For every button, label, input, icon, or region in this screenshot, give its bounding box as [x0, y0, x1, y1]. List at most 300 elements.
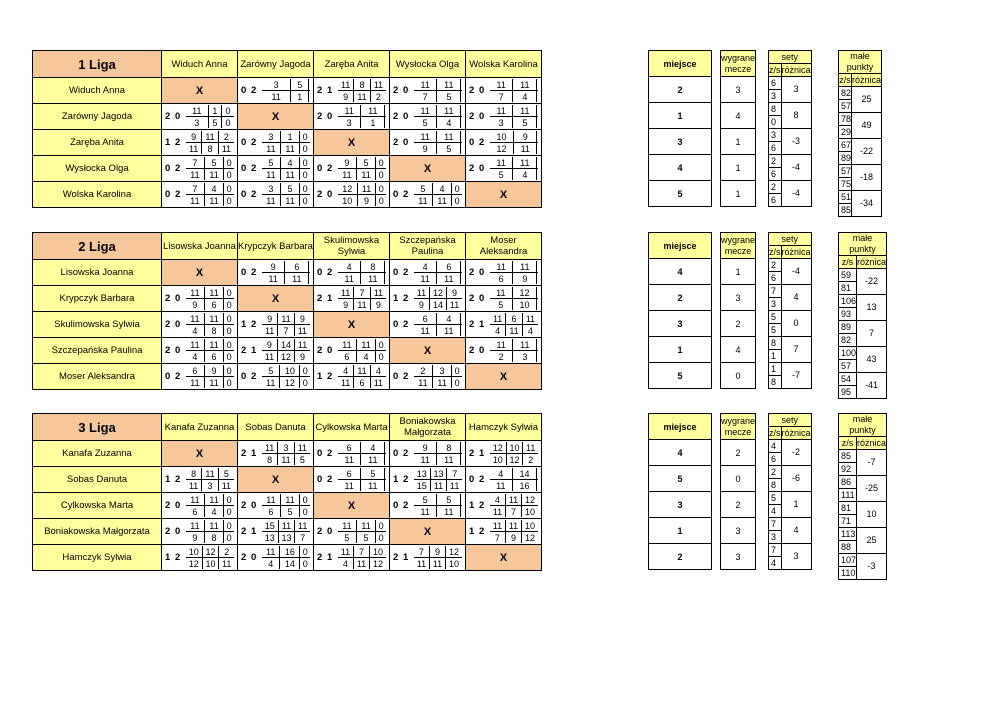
column-header-player: Krypczyk Barbara: [238, 233, 314, 260]
place-value: 2: [649, 285, 712, 311]
value-won: 8: [769, 103, 782, 116]
sets-won: 1: [469, 526, 475, 537]
set-score: 9: [370, 299, 386, 311]
player-row: [33, 493, 542, 519]
place-value: 2: [649, 544, 712, 570]
set-scores: [262, 79, 310, 102]
set-score: 5: [356, 532, 375, 544]
wins-value: 4: [721, 103, 756, 129]
set-score: 11: [219, 558, 234, 570]
set-score: 0: [224, 494, 234, 506]
set-score: 11: [437, 105, 461, 117]
set-score: 11: [447, 480, 462, 492]
value-won: 2: [769, 181, 782, 194]
set-score: 11: [513, 339, 537, 351]
set-score: 11: [437, 131, 461, 143]
set-scores: [414, 365, 462, 388]
sets-lost: 0: [175, 319, 181, 330]
wins-value: 1: [721, 259, 756, 285]
value-won: 3: [769, 129, 782, 142]
sets-lost: 2: [403, 189, 409, 200]
set-score: 0: [300, 546, 310, 558]
set-score: 9: [192, 532, 198, 543]
set-score: 2: [218, 131, 234, 143]
league-grid: [32, 232, 542, 390]
wins-value: 1: [721, 181, 756, 207]
self-match-cell: X: [238, 467, 314, 493]
set-score: 4: [361, 442, 385, 454]
set-score: 11: [338, 105, 361, 117]
set-score: 7: [278, 325, 295, 337]
set-score: 1: [208, 105, 222, 117]
self-match-cell: X: [162, 260, 238, 286]
sets-lost: 2: [403, 474, 409, 485]
value-lost: 92: [839, 463, 857, 476]
set-score: 6: [268, 506, 274, 517]
value-difference: 7: [857, 321, 887, 347]
set-score: 3: [346, 117, 352, 128]
sets-lost: 2: [175, 474, 181, 485]
player-row: [33, 467, 542, 493]
value-lost: 95: [839, 386, 857, 399]
set-score: 6: [354, 377, 371, 389]
player-row: [33, 182, 542, 208]
standings-block: [648, 232, 887, 397]
sets-won: 0: [241, 189, 247, 200]
set-score: 11: [418, 377, 428, 388]
value-lost: 6: [769, 168, 782, 181]
value-difference: -34: [852, 191, 882, 217]
wins-column: [720, 232, 756, 389]
column-header-player: Widuch Anna: [162, 51, 238, 78]
set-score: 12: [522, 532, 538, 544]
sets-lost: 0: [327, 526, 333, 537]
set-score: 4: [437, 313, 461, 325]
set-score: 11: [280, 169, 299, 181]
set-scores: [414, 261, 462, 284]
sets-won: 2: [393, 137, 399, 148]
sets-lost: 0: [175, 111, 181, 122]
column-header-player: Hamczyk Sylwia: [466, 414, 542, 441]
sets-won: 2: [241, 448, 247, 459]
sub-header-zs: z/s: [769, 427, 781, 438]
set-score: [385, 468, 386, 480]
set-score: 9: [418, 299, 424, 310]
sets-lost: 2: [327, 474, 333, 485]
set-score: 5: [356, 157, 375, 169]
set-score: 11: [492, 506, 503, 517]
value-lost: 6: [769, 453, 782, 466]
set-score: 11: [414, 105, 437, 117]
set-score: 12: [446, 546, 462, 558]
sets-won: 0: [317, 448, 323, 459]
self-match-cell: X: [314, 130, 390, 156]
set-score: 10: [512, 299, 537, 311]
player-row: [33, 104, 542, 130]
set-score: 5: [437, 91, 461, 103]
sets-won: 1: [393, 293, 399, 304]
sets-lost: 0: [479, 163, 485, 174]
set-score: 11: [490, 105, 513, 117]
set-score: 0: [376, 169, 386, 181]
sets-lost: 2: [403, 293, 409, 304]
set-score: 12: [522, 494, 538, 506]
value-won: 5: [769, 311, 782, 324]
value-lost: 81: [839, 282, 857, 295]
sets-won: 0: [317, 474, 323, 485]
set-score: 9: [357, 195, 376, 207]
match-result-cell: [162, 493, 238, 519]
value-lost: 5: [769, 324, 782, 337]
set-scores: [414, 468, 462, 491]
set-scores: [186, 183, 234, 206]
set-score: 6: [204, 351, 223, 363]
set-score: 8: [267, 454, 273, 465]
set-score: 11: [361, 273, 385, 285]
set-score: 9: [192, 299, 198, 310]
place-column: [648, 413, 712, 570]
set-score: 15: [416, 480, 427, 491]
set-score: 5: [262, 157, 280, 169]
sets-lost: 0: [403, 111, 409, 122]
sets-won: 1: [165, 137, 171, 148]
sets-won: 2: [165, 500, 171, 511]
set-score: 11: [437, 325, 461, 337]
set-scores: [490, 520, 538, 543]
set-score: 2: [414, 365, 432, 377]
self-match-cell: X: [390, 519, 466, 545]
set-score: 0: [222, 117, 234, 129]
set-scores: [262, 131, 310, 154]
value-difference: -7: [781, 363, 811, 389]
value-won: 8: [769, 337, 782, 350]
place-column: [648, 232, 712, 389]
value-difference: 13: [857, 295, 887, 321]
set-score: 11: [361, 480, 385, 492]
player-row: [33, 338, 542, 364]
set-score: 7: [354, 287, 371, 299]
set-scores: [186, 494, 234, 517]
self-match-cell: X: [314, 312, 390, 338]
sets-lost: 1: [327, 293, 333, 304]
set-score: 0: [224, 532, 234, 544]
sets-lost: 2: [327, 267, 333, 278]
set-score: 11: [513, 105, 537, 117]
value-lost: 6: [769, 272, 782, 285]
set-score: 5: [361, 468, 385, 480]
set-score: 11: [190, 377, 200, 388]
set-score: 11: [278, 454, 295, 466]
set-score: 11: [414, 79, 437, 91]
set-scores: [338, 261, 386, 284]
set-score: 0: [300, 143, 310, 155]
sets-won: 2: [393, 85, 399, 96]
match-result-cell: [466, 260, 542, 286]
value-difference: 7: [781, 337, 811, 363]
set-score: 11: [280, 143, 299, 155]
place-column: [648, 50, 712, 207]
set-score: 11: [338, 79, 354, 91]
set-score: 11: [342, 169, 352, 180]
sets-won: 1: [469, 500, 475, 511]
set-score: 0: [452, 365, 462, 377]
set-score: 4: [268, 558, 274, 569]
wins-value: 1: [721, 155, 756, 181]
row-player-name: Cylkowska Marta: [33, 493, 162, 519]
set-score: 3: [262, 79, 291, 91]
set-score: 2: [370, 91, 386, 103]
sets-lost: 0: [403, 85, 409, 96]
set-score: 13: [430, 468, 447, 480]
wins-value: 2: [721, 440, 756, 466]
set-score: 10: [490, 131, 514, 143]
set-score: [537, 91, 538, 103]
set-score: 1: [280, 131, 299, 143]
match-result-cell: [238, 130, 314, 156]
set-score: [385, 442, 386, 454]
wins-header: wygrane mecze: [721, 414, 756, 440]
value-difference: -22: [857, 269, 887, 295]
set-scores: [490, 339, 538, 362]
league-title: 1 Liga: [33, 51, 162, 78]
sub-header-roznica: różnica: [781, 427, 811, 438]
match-result-cell: [162, 364, 238, 390]
sets-lost: 1: [251, 448, 257, 459]
set-score: 11: [294, 442, 310, 454]
sets-won: 2: [469, 293, 475, 304]
set-scores: [338, 79, 386, 102]
column-header-player: Lisowska Joanna: [162, 233, 238, 260]
set-score: 0: [224, 195, 234, 207]
set-score: 0: [224, 365, 234, 377]
sets-won: 0: [469, 137, 475, 148]
set-score: 11: [188, 480, 199, 491]
sub-header-zs: z/s: [769, 246, 781, 257]
match-result-cell: [466, 78, 542, 104]
sets-lost: 1: [479, 319, 485, 330]
sets-lost: 2: [251, 267, 257, 278]
set-score: 0: [224, 325, 234, 337]
set-score: 4: [338, 261, 361, 273]
sets-lost: 0: [479, 345, 485, 356]
set-score: 11: [266, 169, 276, 180]
sets-won: 0: [393, 267, 399, 278]
wins-value: 3: [721, 518, 756, 544]
set-score: [385, 273, 386, 285]
sets-won: 0: [165, 371, 171, 382]
set-score: 4: [522, 325, 538, 337]
match-result-cell: [466, 156, 542, 182]
set-score: 12: [370, 558, 386, 570]
sets-won: 0: [241, 137, 247, 148]
value-difference: -4: [781, 155, 811, 181]
value-lost: 93: [839, 308, 857, 321]
value-lost: 3: [769, 298, 782, 311]
set-scores: [490, 287, 538, 310]
sets-summary-header: sety: [769, 414, 812, 427]
set-score: 10: [446, 558, 462, 570]
match-result-cell: [238, 338, 314, 364]
match-result-cell: [466, 312, 542, 338]
set-score: 4: [356, 351, 375, 363]
sets-summary-header: sety: [769, 233, 812, 246]
set-score: 11: [490, 313, 506, 325]
set-score: 11: [354, 365, 371, 377]
sets-won: 0: [317, 163, 323, 174]
set-score: 6: [498, 273, 504, 284]
set-score: [309, 273, 310, 285]
sets-won: 2: [393, 552, 399, 563]
set-score: 4: [192, 325, 198, 336]
set-scores: [490, 468, 538, 491]
set-score: 1: [361, 117, 385, 129]
set-score: 0: [224, 506, 234, 518]
sets-lost: 0: [403, 137, 409, 148]
set-score: [461, 105, 462, 117]
set-scores: [262, 494, 310, 517]
set-score: 11: [420, 273, 430, 284]
match-result-cell: [238, 260, 314, 286]
player-row: [33, 78, 542, 104]
set-score: 11: [262, 442, 278, 454]
wins-value: 3: [721, 77, 756, 103]
set-score: 4: [280, 157, 299, 169]
set-scores: [262, 365, 310, 388]
sets-won: 0: [241, 371, 247, 382]
sets-won: 0: [469, 474, 475, 485]
sets-lost: 0: [479, 85, 485, 96]
set-score: 5: [204, 157, 223, 169]
set-scores: [414, 183, 462, 206]
set-score: 10: [202, 558, 219, 570]
value-lost: 3: [769, 90, 782, 103]
points-summary-header: małe punkty: [839, 51, 882, 74]
set-score: 11: [506, 325, 523, 337]
set-score: 11: [218, 480, 234, 492]
sets-summary-header: sety: [769, 51, 812, 64]
set-score: 11: [344, 480, 354, 491]
set-score: 11: [356, 169, 375, 181]
value-difference: 10: [857, 502, 887, 528]
set-score: 10: [522, 520, 538, 532]
player-row: [33, 545, 542, 571]
set-score: [461, 494, 462, 506]
set-score: 11: [447, 299, 462, 311]
value-won: 6: [769, 77, 782, 90]
set-score: [537, 169, 538, 181]
set-score: 6: [192, 506, 198, 517]
place-value: 1: [649, 518, 712, 544]
set-score: 11: [513, 157, 537, 169]
value-won: 51: [839, 191, 852, 204]
set-score: [537, 299, 538, 311]
set-score: [461, 273, 462, 285]
set-score: 9: [343, 91, 349, 102]
value-difference: -18: [852, 165, 882, 191]
set-score: [309, 261, 310, 273]
set-score: 0: [224, 313, 234, 325]
column-header-player: Kanafa Zuzanna: [162, 414, 238, 441]
set-score: 0: [300, 195, 310, 207]
sets-lost: 2: [479, 500, 485, 511]
set-score: 9: [294, 313, 310, 325]
set-score: 0: [224, 157, 234, 169]
sub-header-roznica: różnica: [781, 64, 811, 75]
set-score: 3: [262, 183, 280, 195]
set-score: 0: [452, 183, 462, 195]
place-value: 4: [649, 440, 712, 466]
set-score: 1: [291, 91, 309, 103]
match-result-cell: [314, 441, 390, 467]
match-result-cell: [314, 156, 390, 182]
set-score: [537, 273, 538, 285]
place-header: miejsce: [649, 414, 712, 440]
set-score: 5: [294, 454, 310, 466]
set-score: 6: [285, 261, 309, 273]
sets-won: 2: [241, 526, 247, 537]
set-score: 11: [338, 339, 356, 351]
match-result-cell: [466, 286, 542, 312]
set-score: 4: [370, 365, 386, 377]
set-score: 11: [262, 546, 280, 558]
sets-won: 0: [393, 371, 399, 382]
value-difference: 25: [852, 87, 882, 113]
value-difference: 0: [781, 311, 811, 337]
set-scores: [338, 105, 386, 128]
value-lost: 110: [839, 567, 857, 580]
column-header-player: Wolska Karolina: [466, 51, 542, 78]
sets-won: 1: [241, 319, 247, 330]
set-scores: [490, 131, 538, 154]
value-won: 106: [839, 295, 857, 308]
sets-lost: 0: [479, 293, 485, 304]
sets-lost: 2: [251, 137, 257, 148]
sets-lost: 1: [327, 552, 333, 563]
place-value: 1: [649, 337, 712, 363]
row-player-name: Wysłocka Olga: [33, 156, 162, 182]
set-score: 11: [361, 105, 385, 117]
set-score: 11: [186, 313, 204, 325]
set-score: 9: [338, 157, 356, 169]
set-score: 11: [278, 520, 295, 532]
set-score: 11: [186, 105, 208, 117]
row-player-name: Moser Aleksandra: [33, 364, 162, 390]
sets-lost: 0: [479, 111, 485, 122]
player-row: [33, 364, 542, 390]
sets-won: 2: [469, 319, 475, 330]
set-score: 12: [338, 183, 357, 195]
value-lost: 29: [839, 126, 852, 139]
results-matrix: [32, 232, 542, 390]
column-header-player: Zarówny Jagoda: [238, 51, 314, 78]
self-match-cell: X: [314, 493, 390, 519]
set-score: 11: [278, 313, 295, 325]
set-score: 0: [224, 183, 234, 195]
set-score: 12: [506, 454, 523, 466]
sets-lost: 0: [327, 111, 333, 122]
value-won: 2: [769, 155, 782, 168]
set-scores: [262, 157, 310, 180]
column-header-player: Wysłocka Olga: [390, 51, 466, 78]
set-score: 3: [202, 480, 219, 492]
set-score: 3: [278, 442, 295, 454]
value-won: 2: [769, 466, 782, 479]
set-score: 10: [342, 195, 353, 206]
set-score: 11: [437, 273, 461, 285]
sets-lost: 0: [175, 293, 181, 304]
set-score: 10: [280, 365, 300, 377]
value-lost: 75: [839, 178, 852, 191]
